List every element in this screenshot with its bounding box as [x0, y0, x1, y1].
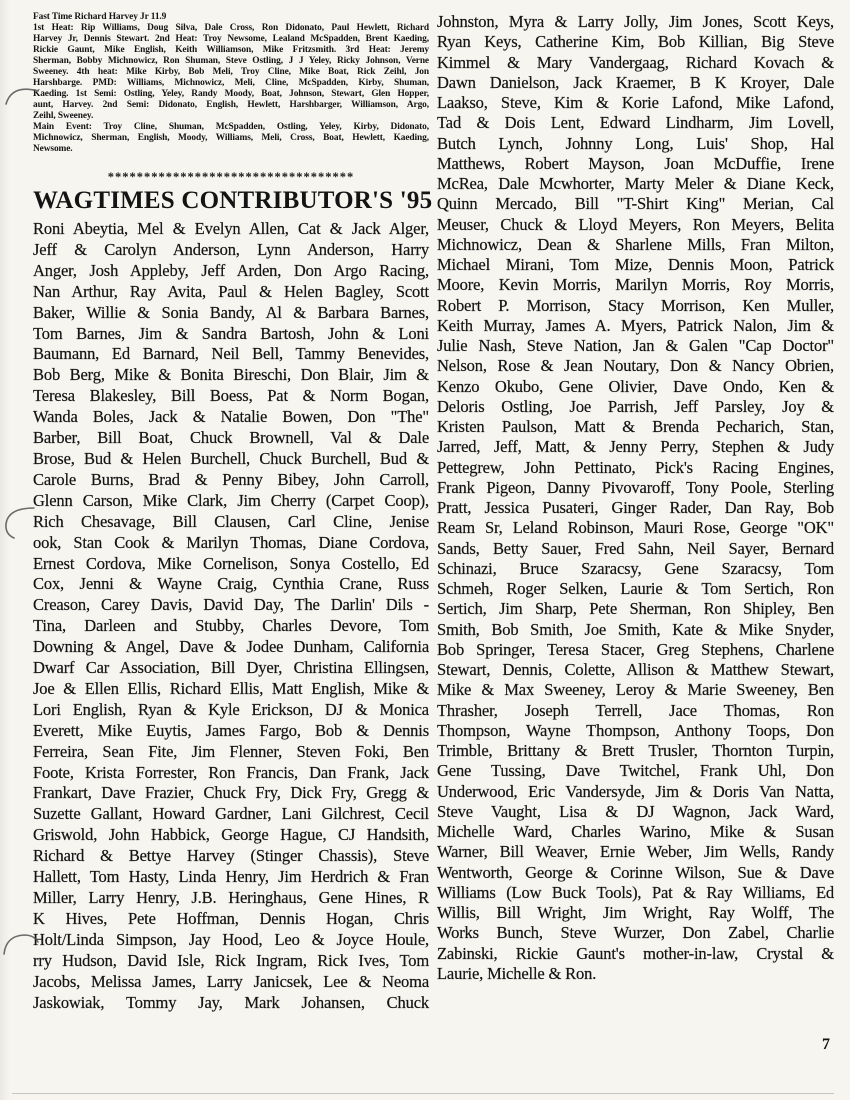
main-event-paragraph	[33, 122, 429, 155]
text-line: Ream Sr, Leland Robinson, Mauri Rose, George "OK"	[437, 518, 834, 538]
text-line: Roni Abeytia, Mel & Evelyn Allen, Cat & Jack Alger,	[33, 219, 429, 238]
text-line: Barber, Bill Boat, Chuck Brownell, Val & Dale	[33, 428, 429, 448]
text-line: Creason, Carey Davis, David Day, The Darlin' Dils -	[33, 595, 429, 615]
text-line: Johnston, Myra & Larry Jolly, Jim Jones, Scott Keys,	[437, 12, 834, 31]
text-line: Baumann, Ed Barnard, Neil Bell, Tammy Benevides,	[33, 344, 429, 364]
text-line: Harvey Jr, Dennis Stewart. 2nd Heat: Troy Newsome, Lealand McSpadden, Brent Kaeding,	[33, 34, 429, 44]
text-line: Foote, Krista Forrester, Ron Francis, Dan Frank, Jack	[33, 762, 429, 782]
page-bottom-scan-line	[12, 1093, 834, 1094]
contributors-list-left-column	[33, 219, 429, 1013]
text-line: Gene Tussing, Dave Twitchel, Frank Uhl, Don	[437, 761, 834, 781]
text-line: Sweeney. 4th heat: Mike Kirby, Bob Meli, Troy Cline, Mike Boat, Rick Zeihl, Jon	[33, 67, 429, 77]
text-line: Pettegrew, John Pettinato, Pick's Racing Engines,	[437, 457, 834, 477]
text-line: Butch Lynch, Johnny Long, Luis' Shop, Hal	[437, 133, 834, 153]
text-line: Michael Mirani, Tom Mize, Dennis Moon, Patrick	[437, 255, 834, 274]
text-line: Frankart, Dave Frazier, Chuck Fry, Dick Fry, Gregg &	[33, 783, 429, 803]
text-line: Nelson, Rose & Jean Noutary, Don & Nancy Obrien,	[437, 356, 834, 376]
text-line: Ernest Cordova, Mike Cornelison, Sonya Costello, Ed	[33, 553, 429, 573]
text-line: Warner, Bill Weaver, Ernie Weber, Jim Wells, Randy	[437, 842, 834, 862]
text-line: Holt/Linda Simpson, Jay Hood, Leo & Joyce Houle,	[33, 929, 429, 949]
text-line: Everett, Mike Euytis, James Fargo, Bob & Dennis	[33, 720, 429, 740]
text-line: Brose, Bud & Helen Burchell, Chuck Burchell, Bud &	[33, 448, 429, 468]
text-line: Steve Vaught, Lisa & DJ Wagnon, Jack Ward,	[437, 801, 834, 821]
text-line: Suzette Gallant, Howard Gardner, Lani Gilchrest, Cecil	[33, 804, 429, 824]
text-line: Schmeh, Roger Selken, Laurie & Tom Sertich, Ron	[437, 579, 834, 598]
text-line: Bob Springer, Teresa Stacer, Greg Stephens, Charlene	[437, 639, 834, 659]
text-line: Carole Burns, Brad & Penny Bibey, John Carroll,	[33, 469, 429, 489]
text-line: rry Hudson, David Isle, Rick Ingram, Rick Ives, Tom	[33, 950, 429, 970]
text-line: ook, Stan Cook & Marilyn Thomas, Diane Cordova,	[33, 532, 429, 552]
text-line: Bob Berg, Mike & Bonita Bireschi, Don Blair, Jim &	[33, 365, 429, 385]
text-line: Underwood, Eric Vandersyde, Jim & Doris Van Natta,	[437, 781, 834, 801]
text-line: K Hives, Pete Hoffman, Dennis Hogan, Chris	[33, 908, 429, 928]
text-line: Jarred, Jeff, Matt, & Jenny Perry, Stephen & Judy	[437, 437, 834, 457]
text-line: Works Bunch, Steve Wurzer, Don Zabel, Charlie	[437, 923, 834, 943]
text-line: Zabinski, Rickie Gaunt's mother-in-law, Crystal &	[437, 943, 834, 963]
text-line: Richard & Bettye Harvey (Stinger Chassis), Steve	[33, 846, 429, 866]
text-line: Stewart, Dennis, Colette, Allison & Matthew Stewart,	[437, 660, 834, 679]
page-number: 7	[822, 1036, 830, 1053]
text-line: Tina, Darleen and Stubby, Charles Devore, Tom	[33, 616, 429, 636]
text-line: Zeihl, Sweeney.	[33, 111, 94, 121]
text-line: Cox, Jenni & Wayne Craig, Cynthia Crane, Russ	[33, 574, 429, 594]
text-line: Quinn Mercado, Bill "T-Shirt King" Merian, Cal	[437, 194, 834, 214]
text-line: Mike & Max Sweeney, Leroy & Marie Sweeney, Ben	[437, 680, 834, 700]
text-line: Sherman, Bobby Michnowicz, Ron Shuman, Steve Ostling, J J Yeley, Ricky Johnson, Verne	[33, 56, 429, 66]
text-line: Nan Arthur, Ray Avita, Paul & Helen Bagley, Scott	[33, 281, 429, 301]
text-line: Sertich, Jim Sharp, Pete Sherman, Ron Shipley, Ben	[437, 599, 834, 619]
text-line: Wentworth, George & Corinne Wilson, Sue & Dave	[437, 862, 834, 882]
text-line: Rich Chesavage, Bill Clausen, Carl Cline, Jenise	[33, 511, 429, 531]
asterisk-divider: **********************************	[107, 170, 355, 184]
text-line: Kristen Paulson, Matt & Brenda Pecharich, Stan,	[437, 417, 834, 436]
text-line: Rickie Gaunt, Mike English, Keith Williamson, Mike Fritzsmith. 3rd Heat: Jeremy	[33, 45, 429, 55]
text-line: Lori English, Ryan & Kyle Erickson, DJ & Monica	[33, 699, 429, 719]
text-line: Willis, Bill Wright, Jim Wright, Ray Wolff, The	[437, 903, 834, 922]
text-line: Williams (Low Buck Tools), Pat & Ray Williams, Ed	[437, 882, 834, 902]
scan-edge-shading	[0, 0, 10, 1100]
text-line: Kaeding. 1st Semi: Ostling, Yeley, Randy Moody, Boat, Johnson, Stewart, Glen Hopper,	[33, 89, 429, 99]
text-line: Anger, Josh Appleby, Jeff Arden, Don Argo Racing,	[33, 260, 429, 280]
text-line: Miller, Larry Henry, J.B. Heringhaus, Gene Hines, R	[33, 888, 429, 907]
text-line: Trimble, Brittany & Brett Trusler, Thornton Turpin,	[437, 741, 834, 760]
text-line: Michnowicz, Dean & Sharlene Mills, Fran Milton,	[437, 234, 834, 254]
text-line: Jacobs, Melissa James, Larry Janicsek, Lee & Neoma	[33, 971, 429, 991]
text-line: Julie Nash, Steve Nation, Jan & Galen "Cap Doctor"	[437, 336, 834, 355]
contributors-list-right-column	[437, 12, 834, 984]
text-line: Laakso, Steve, Kim & Korie Lafond, Mike Lafond,	[437, 93, 834, 112]
heat-results-paragraph	[33, 23, 429, 122]
text-line: Ryan Keys, Catherine Kim, Bob Killian, Big Steve	[437, 32, 834, 52]
text-line: 1st Heat: Rip Williams, Doug Silva, Dale Cross, Ron Didonato, Paul Hewlett, Richard	[33, 23, 429, 33]
text-line: Pratt, Jessica Pusateri, Ginger Rader, Dan Ray, Bob	[437, 498, 834, 517]
text-line: Matthews, Robert Mayson, Joan McDuffie, Irene	[437, 153, 834, 173]
text-line: Sands, Betty Sauer, Fred Sahn, Neil Sayer, Bernard	[437, 538, 834, 558]
text-line: Kenzo Okubo, Gene Olivier, Dave Ondo, Ken &	[437, 376, 834, 396]
text-line: Wanda Boles, Jack & Natalie Bowen, Don "The"	[33, 407, 429, 427]
text-line: Harshbarge. PMD: Williams, Michnowicz, Meli, Cline, McSpadden, Kirby, Shuman,	[33, 78, 429, 88]
text-line: Robert P. Morrison, Stacy Morrison, Ken Muller,	[437, 295, 834, 315]
text-line: Michelle Ward, Charles Warino, Mike & Susan	[437, 822, 834, 841]
text-line: Jaskowiak, Tommy Jay, Mark Johansen, Chuck	[33, 992, 429, 1012]
text-line: Ferreira, Sean Fite, Jim Flenner, Steven Foki, Ben	[33, 741, 429, 761]
text-line: Smith, Bob Smith, Joe Smith, Kate & Mike Snyder,	[437, 619, 834, 639]
text-line: Thompson, Wayne Thompson, Anthony Toops, Don	[437, 720, 834, 740]
text-line: Newsome.	[33, 144, 73, 154]
text-line: Glenn Carson, Mike Clark, Jim Cherry (Carpet Coop),	[33, 490, 429, 510]
text-line: Kimmel & Mary Vandergaag, Richard Kovach &	[437, 52, 834, 72]
text-line: Schinazi, Bruce Szaracsy, Gene Szaracsy, Tom	[437, 558, 834, 578]
text-line: Teresa Blakesley, Bill Boess, Pat & Norm Bogan,	[33, 386, 429, 406]
text-line: Joe & Ellen Ellis, Richard Ellis, Matt English, Mike &	[33, 678, 429, 698]
text-line: Moore, Kevin Morris, Marilyn Morris, Roy Morris,	[437, 275, 834, 295]
right-column	[437, 12, 834, 984]
fast-time-line: Fast Time Richard Harvey Jr 11.9	[33, 12, 167, 22]
text-line: Thrasher, Joseph Terrell, Jace Thomas, Ron	[437, 700, 834, 720]
text-line: Tom Barnes, Jim & Sandra Bartosh, John & Loni	[33, 323, 429, 343]
text-line: Jeff & Carolyn Anderson, Lynn Anderson, Harry	[33, 239, 429, 259]
text-line: Deloris Ostling, Joe Parrish, Jeff Parsley, Joy &	[437, 396, 834, 416]
contributors-title: WAGTIMES CONTRIBUTOR'S '95	[33, 187, 433, 214]
text-line: aunt, Harvey. 2nd Semi: Didonato, English, Hewlett, Harshbarger, Williamson, Argo,	[33, 100, 429, 110]
text-line: Downing & Angel, Dave & Jodee Dunham, California	[33, 637, 429, 657]
text-line: Hallett, Tom Hasty, Linda Henry, Jim Herdrich & Fran	[33, 867, 429, 887]
text-line: Main Event: Troy Cline, Shuman, McSpadden, Ostling, Yeley, Kirby, Didonato,	[33, 122, 429, 132]
text-line: Frank Pigeon, Danny Pivovaroff, Tony Poole, Sterling	[437, 477, 834, 497]
left-column	[33, 12, 433, 1013]
text-line: Baker, Willie & Sonia Bandy, Al & Barbara Barnes,	[33, 302, 429, 322]
text-line: Keith Murray, James A. Myers, Patrick Nalon, Jim &	[437, 315, 834, 335]
text-line: Laurie, Michelle & Ron.	[437, 963, 597, 983]
text-line: Dawn Danielson, Jack Kraemer, B K Kroyer, Dale	[437, 72, 834, 92]
text-line: Meuser, Chuck & Lloyd Meyers, Ron Meyers, Belita	[437, 214, 834, 234]
text-line: McRea, Dale Mcwhorter, Marty Meler & Diane Keck,	[437, 174, 834, 193]
text-line: Griswold, John Habbick, George Hague, CJ Handsith,	[33, 825, 429, 845]
race-results-block	[33, 12, 429, 155]
text-line: Dwarf Car Association, Bill Dyer, Christina Ellingsen,	[33, 658, 429, 678]
text-line: Tad & Dois Lent, Edward Lindharm, Jim Lovell,	[437, 113, 834, 133]
text-line: Michnowicz, Sherman, English, Moody, Williams, Meli, Cross, Boat, Hewlett, Kaeding,	[33, 133, 429, 143]
